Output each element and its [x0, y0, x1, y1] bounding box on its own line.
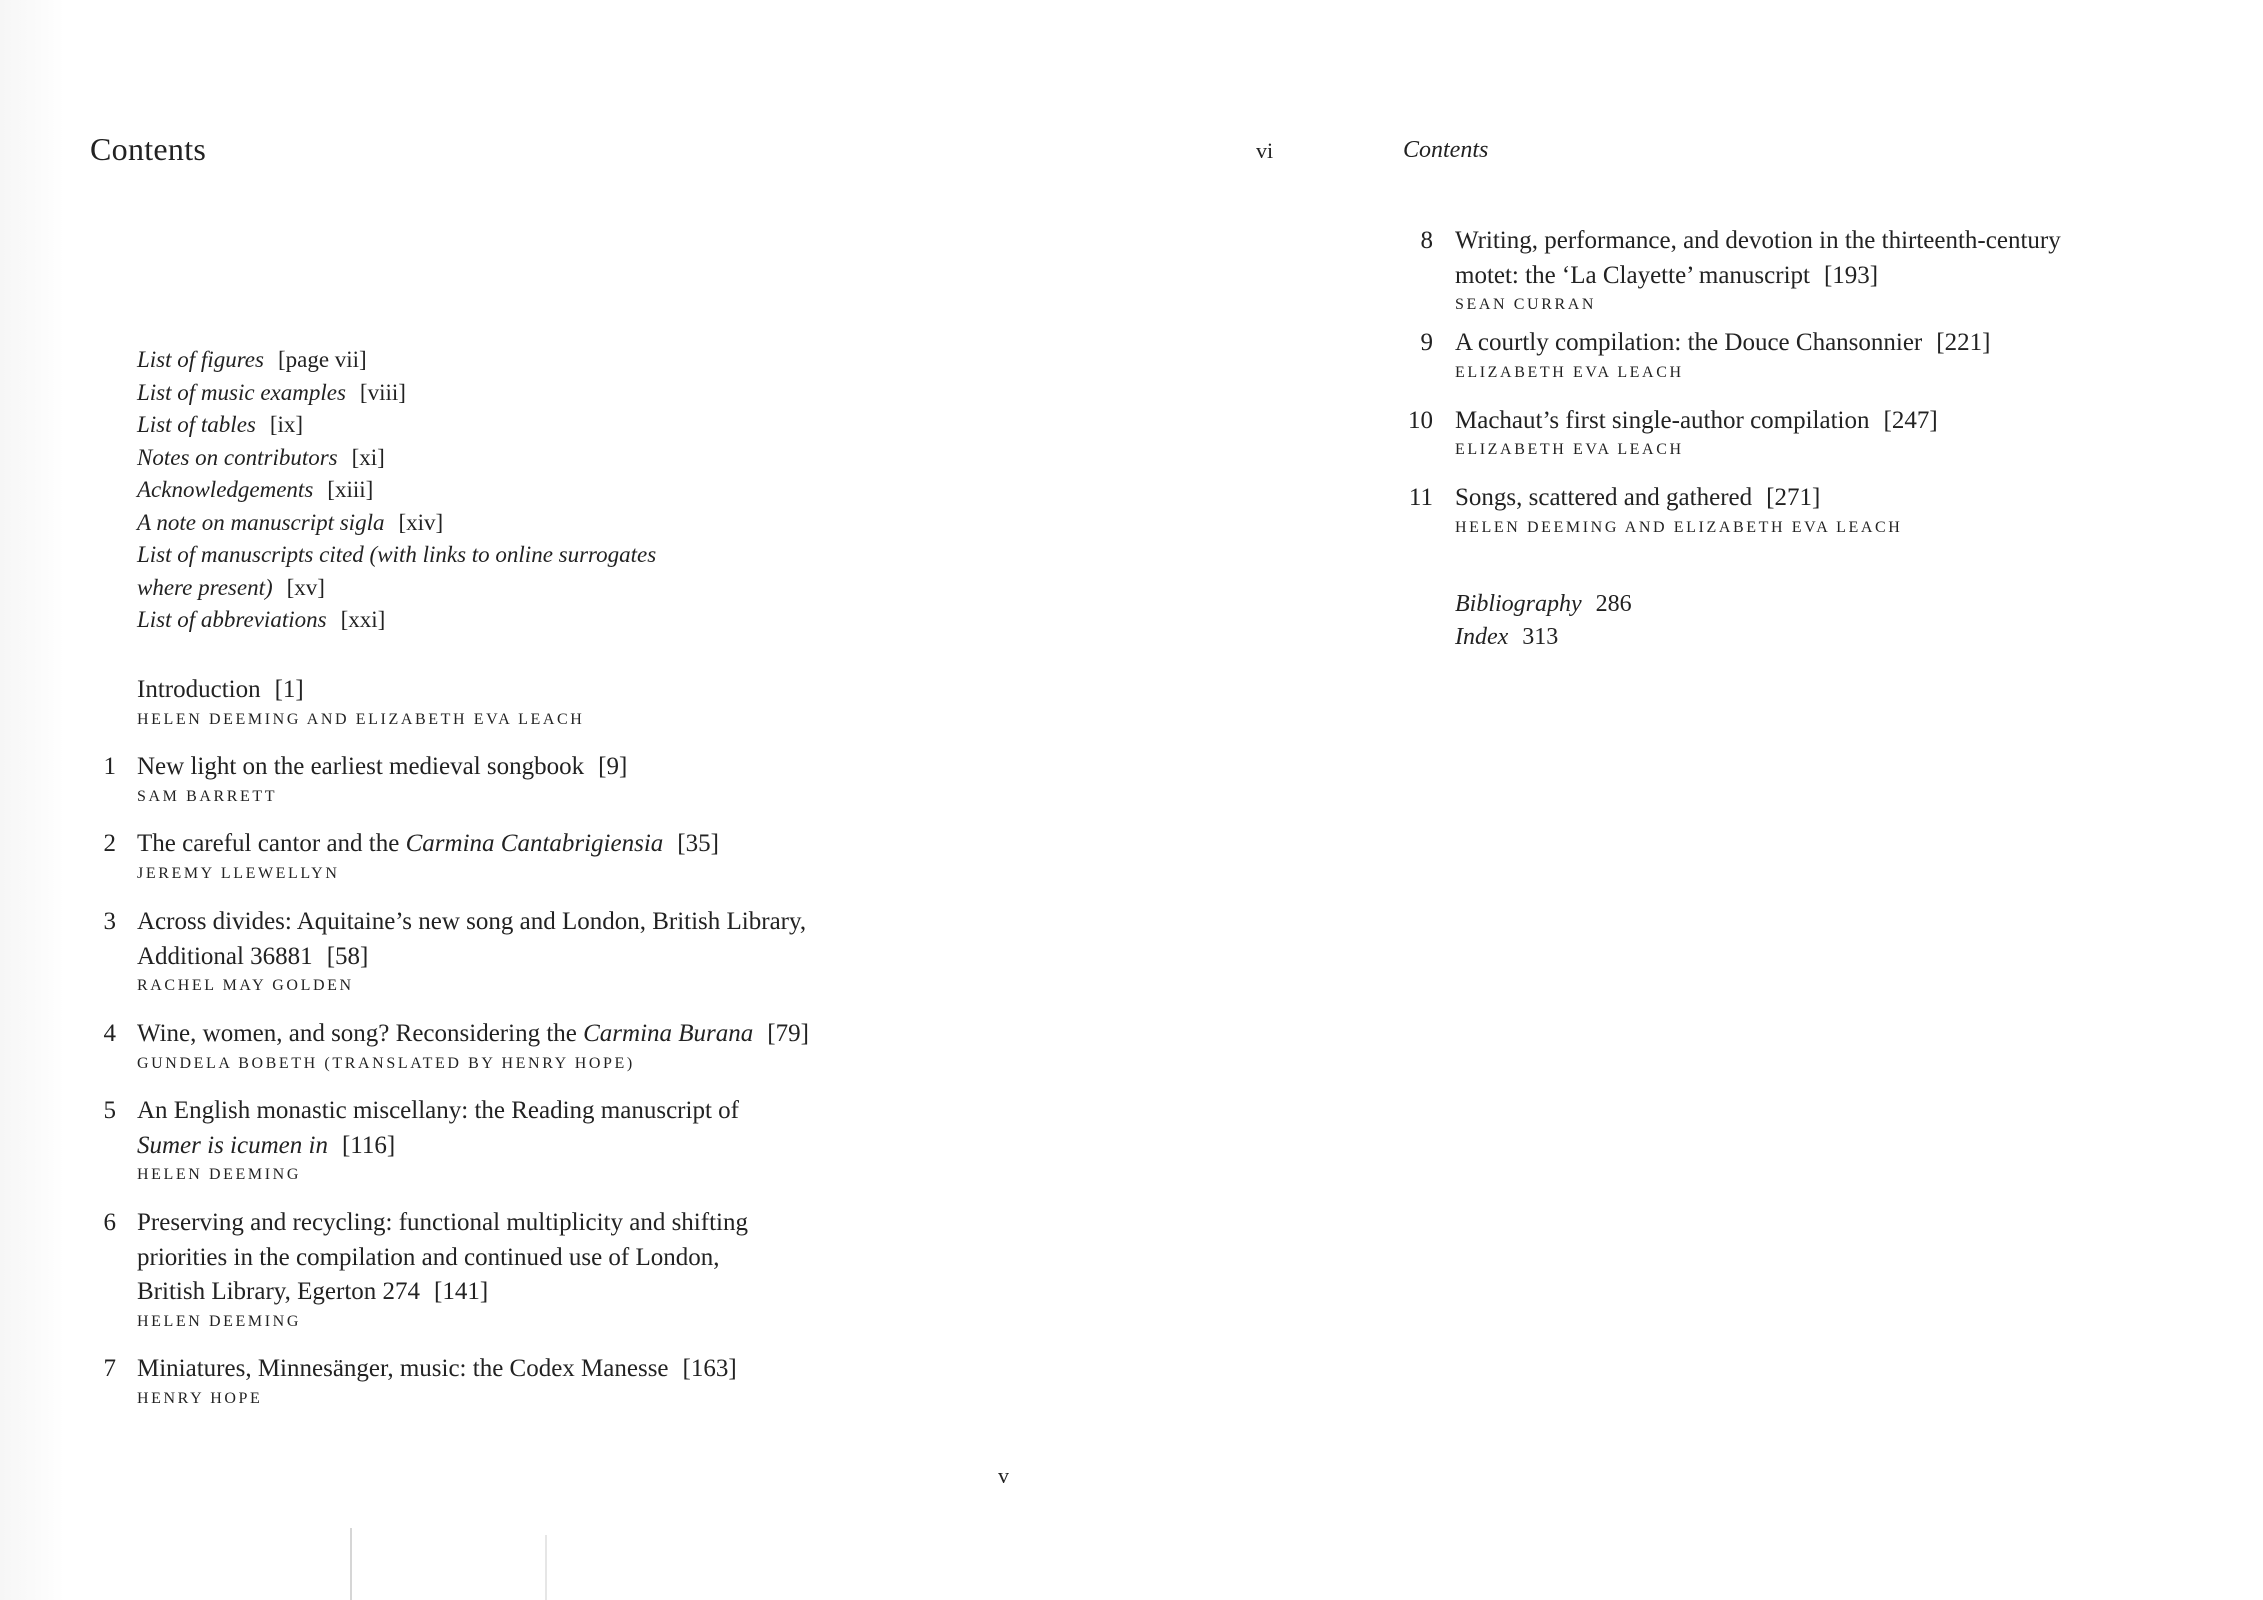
chapter-number: 10: [1408, 406, 1433, 434]
front-matter-item: Acknowledgements [xiii]: [137, 477, 374, 502]
entry-title: Preserving and recycling: functional multiplicity and shifting: [137, 1209, 748, 1236]
entry-title-italic: Carmina Burana: [583, 1020, 754, 1047]
entry-title: Writing, performance, and devotion in the thirteenth-century: [1455, 227, 2061, 254]
toc-right-list: [1405, 224, 2165, 539]
front-matter-item: where present) [xv]: [137, 574, 325, 600]
chapter-number: 4: [103, 1020, 116, 1047]
toc-entry-chapter-8: [1405, 224, 2165, 316]
entry-author: ELIZABETH EVA LEACH: [1455, 363, 1684, 381]
entry-title: priorities in the compilation and continued use of London,: [137, 1243, 720, 1271]
toc-entry-chapter-4: [90, 1017, 910, 1075]
entry-title: Additional 36881: [137, 942, 313, 970]
chapter-number: 6: [103, 1209, 116, 1236]
entry-author: RACHEL MAY GOLDEN: [137, 977, 354, 994]
entry-title: Songs, scattered and gathered: [1455, 484, 1753, 511]
entry-author: HELEN DEEMING AND ELIZABETH EVA LEACH: [137, 710, 585, 728]
page-folio: vi: [1256, 138, 1274, 163]
entry-title: motet: the ‘La Clayette’ manuscript: [1455, 261, 1810, 289]
chapter-number: 11: [1408, 484, 1433, 511]
entry-author: JEREMY LLEWELLYN: [137, 864, 340, 882]
front-matter-item: List of tables [ix]: [137, 412, 304, 437]
front-matter-item: A note on manuscript sigla [xiv]: [137, 509, 444, 535]
entry-page: [141]: [434, 1278, 489, 1305]
chapter-number: 7: [103, 1355, 116, 1382]
chapter-number: 1: [103, 753, 116, 780]
toc-entry-chapter-2: [90, 827, 910, 885]
entry-page: [1]: [274, 676, 304, 703]
entry-title: Introduction: [137, 676, 261, 703]
left-page: [90, 0, 1250, 1600]
entry-title: Wine, women, and song? Reconsidering the: [137, 1020, 584, 1047]
entry-author: HELEN DEEMING AND ELIZABETH EVA LEACH: [1455, 518, 1903, 536]
entry-title: British Library, Egerton 274: [137, 1278, 421, 1305]
entry-page: [193]: [1823, 261, 1879, 289]
entry-page: [163]: [682, 1355, 737, 1382]
front-matter-item: List of manuscripts cited (with links to online surrogates: [137, 542, 657, 567]
front-matter-list: [137, 344, 857, 637]
chapter-number: 9: [1420, 329, 1433, 356]
front-matter-item: List of music examples [viii]: [137, 379, 406, 405]
toc-entry-chapter-9: [1405, 326, 2165, 384]
entry-page: [271]: [1766, 484, 1821, 511]
toc-entry-chapter-3: [90, 905, 910, 997]
back-matter-item: Bibliography 286: [1455, 591, 1632, 617]
chapter-number: 3: [103, 908, 116, 935]
chapter-number: 8: [1420, 227, 1433, 254]
front-matter-item: List of figures [page vii]: [137, 347, 367, 372]
entry-title: Miniatures, Minnesänger, music: the Codex Manesse: [137, 1355, 669, 1382]
entry-author: ELIZABETH EVA LEACH: [1455, 441, 1684, 458]
toc-entry-introduction: [90, 673, 910, 731]
entry-author: SAM BARRETT: [137, 787, 278, 805]
front-matter-item: List of abbreviations [xxi]: [137, 607, 386, 632]
entry-author: HENRY HOPE: [137, 1389, 263, 1407]
back-matter-list: [1455, 588, 1632, 654]
entry-title: Across divides: Aquitaine’s new song and London, British Library,: [137, 908, 807, 935]
page-title: Contents: [90, 131, 207, 167]
entry-title: An English monastic miscellany: the Reading manuscript of: [137, 1097, 739, 1124]
running-head: Contents: [1403, 137, 1489, 163]
chapter-number: 2: [103, 830, 116, 857]
toc-entry-chapter-7: [90, 1352, 910, 1410]
right-page: [1230, 0, 2230, 1600]
page-folio: v: [998, 1463, 1009, 1488]
chapter-number: 5: [103, 1097, 116, 1124]
toc-entry-chapter-6: [90, 1206, 910, 1333]
entry-page: [58]: [326, 942, 369, 970]
entry-author: GUNDELA BOBETH (TRANSLATED BY HENRY HOPE): [137, 1054, 635, 1072]
entry-author: SEAN CURRAN: [1455, 296, 1597, 313]
entry-title: New light on the earliest medieval songbook: [137, 753, 585, 780]
entry-author: HELEN DEEMING: [137, 1312, 301, 1330]
entry-title-italic: Sumer is icumen in: [137, 1131, 328, 1159]
front-matter-item: Notes on contributors [xi]: [137, 444, 385, 470]
entry-page: [35]: [677, 830, 719, 857]
entry-page: [247]: [1883, 406, 1938, 434]
entry-title: Machaut’s first single-author compilation: [1455, 406, 1870, 434]
entry-page: [221]: [1936, 329, 1991, 356]
entry-title: A courtly compilation: the Douce Chansonnier: [1455, 329, 1923, 356]
entry-page: [79]: [767, 1020, 809, 1047]
toc-entry-chapter-1: [90, 750, 910, 808]
toc-entry-chapter-5: [90, 1094, 910, 1186]
toc-entry-chapter-11: [1405, 481, 2165, 539]
entry-title-italic: Carmina Cantabrigiensia: [405, 830, 664, 857]
entry-page: [9]: [598, 753, 628, 780]
entry-page: [116]: [341, 1131, 396, 1159]
toc-entry-chapter-10: [1405, 404, 2165, 462]
entry-author: HELEN DEEMING: [137, 1166, 301, 1183]
scan-shadow: [0, 0, 64, 1600]
entry-title: The careful cantor and the: [137, 830, 406, 857]
back-matter-item: Index 313: [1455, 624, 1559, 650]
